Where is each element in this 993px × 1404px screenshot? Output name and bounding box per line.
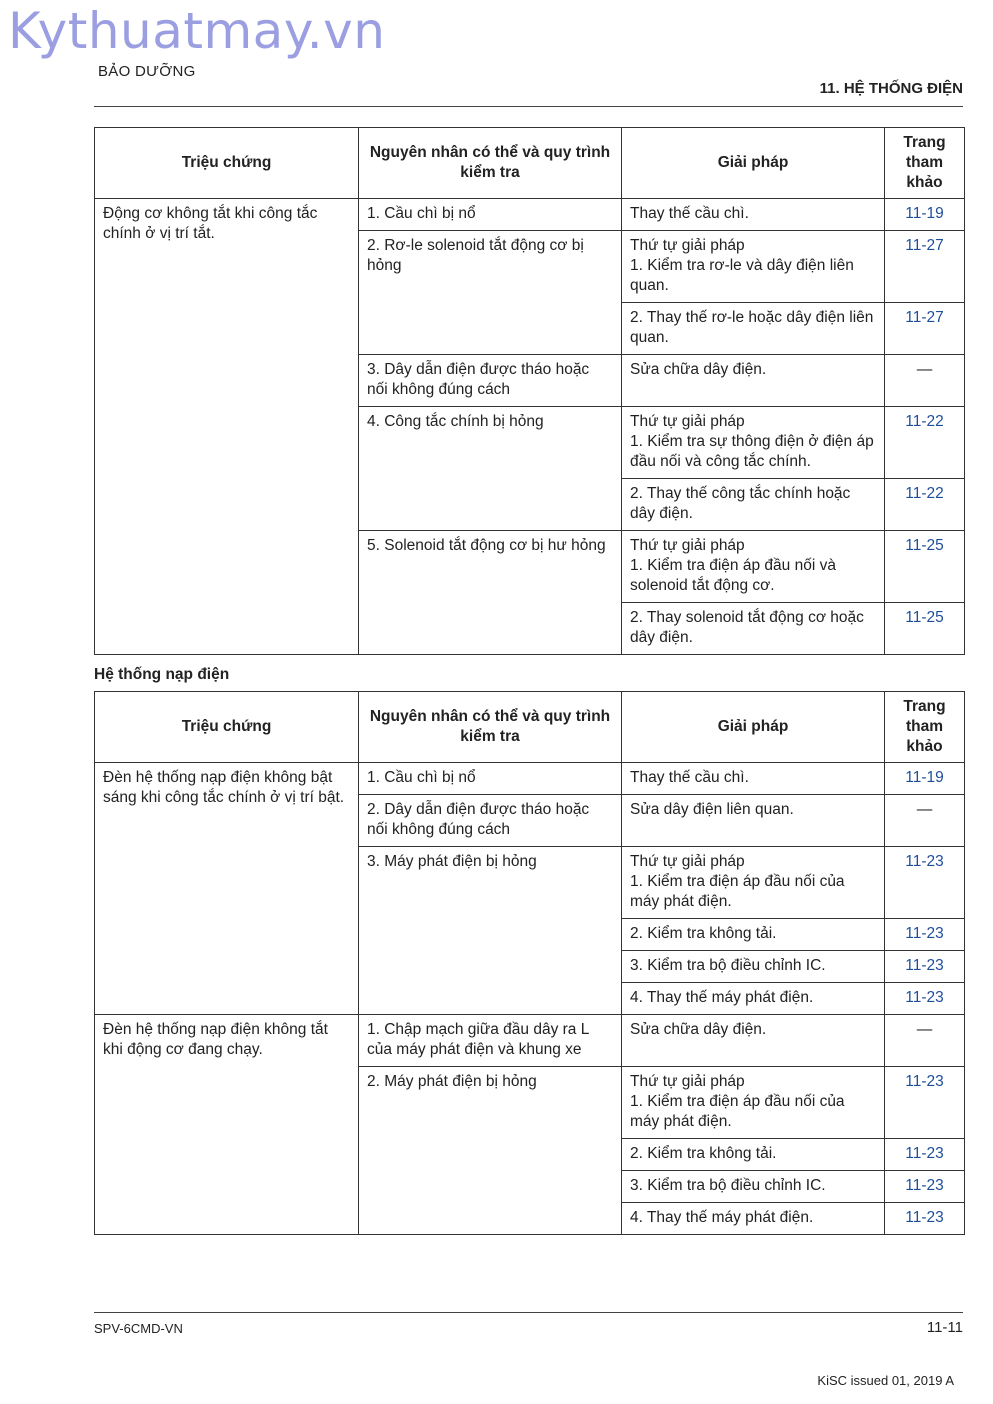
watermark-logo: Kythuatmay.vn: [8, 2, 386, 60]
column-header-solution: Giải pháp: [622, 692, 885, 763]
header-section-label: BẢO DƯỠNG: [98, 63, 196, 80]
page-ref-link[interactable]: 11-27: [885, 303, 965, 355]
page-ref-link[interactable]: 11-23: [885, 1171, 965, 1203]
cause-cell: 5. Solenoid tắt động cơ bị hư hỏng: [359, 531, 622, 655]
footer-doc-code: SPV-6CMD-VN: [94, 1321, 183, 1336]
solution-cell: 4. Thay thế máy phát điện.: [622, 983, 885, 1015]
solution-cell: Thay thế cầu chì.: [622, 763, 885, 795]
cause-cell: 2. Dây dẫn điện được tháo hoặc nối không đúng cách: [359, 795, 622, 847]
solution-cell: Thứ tự giải pháp 1. Kiểm tra điện áp đầu nối của máy phát điện.: [622, 1067, 885, 1139]
solution-cell: 2. Thay solenoid tắt động cơ hoặc dây điện.: [622, 603, 885, 655]
page-ref-none: —: [885, 355, 965, 407]
solution-cell: Thứ tự giải pháp 1. Kiểm tra sự thông điện ở điện áp đầu nối và công tắc chính.: [622, 407, 885, 479]
page-ref-none: —: [885, 795, 965, 847]
page-ref-link[interactable]: 11-23: [885, 847, 965, 919]
symptom-cell: Động cơ không tắt khi công tắc chính ở vị trí tắt.: [95, 199, 359, 655]
page-ref-link[interactable]: 11-23: [885, 1067, 965, 1139]
troubleshooting-table-engine-stop: [94, 127, 965, 655]
cause-cell: 1. Cầu chì bị nổ: [359, 763, 622, 795]
column-header-cause: Nguyên nhân có thể và quy trình kiểm tra: [359, 692, 622, 763]
table-row: [95, 199, 965, 231]
table-row: [95, 763, 965, 795]
column-header-symptom: Triệu chứng: [95, 692, 359, 763]
cause-cell: 3. Máy phát điện bị hỏng: [359, 847, 622, 1015]
solution-cell: 2. Thay thế công tắc chính hoặc dây điện.: [622, 479, 885, 531]
cause-cell: 1. Cầu chì bị nổ: [359, 199, 622, 231]
page-ref-link[interactable]: 11-23: [885, 983, 965, 1015]
cause-cell: 3. Dây dẫn điện được tháo hoặc nối không đúng cách: [359, 355, 622, 407]
symptom-cell: Đèn hệ thống nạp điện không tắt khi động cơ đang chạy.: [95, 1015, 359, 1235]
solution-cell: 2. Thay thế rơ-le hoặc dây điện liên quan.: [622, 303, 885, 355]
solution-cell: Sửa dây điện liên quan.: [622, 795, 885, 847]
page-ref-link[interactable]: 11-23: [885, 1203, 965, 1235]
page-ref-link[interactable]: 11-22: [885, 479, 965, 531]
solution-cell: Sửa chữa dây điện.: [622, 355, 885, 407]
table-header-row: [95, 692, 965, 763]
solution-cell: Thứ tự giải pháp 1. Kiểm tra điện áp đầu nối của máy phát điện.: [622, 847, 885, 919]
table-row: [95, 1015, 965, 1067]
column-header-symptom: Triệu chứng: [95, 128, 359, 199]
cause-cell: 4. Công tắc chính bị hỏng: [359, 407, 622, 531]
column-header-cause: Nguyên nhân có thể và quy trình kiểm tra: [359, 128, 622, 199]
cause-cell: 2. Rơ-le solenoid tắt động cơ bị hỏng: [359, 231, 622, 355]
section-title-charging-system: Hệ thống nạp điện: [94, 666, 230, 683]
page-ref-link[interactable]: 11-23: [885, 1139, 965, 1171]
page-ref-link[interactable]: 11-25: [885, 603, 965, 655]
cause-cell: 1. Chập mạch giữa đầu dây ra L của máy phát điện và khung xe: [359, 1015, 622, 1067]
column-header-ref: Trang tham khảo: [885, 692, 965, 763]
footer-page-number: 11-11: [926, 1319, 963, 1336]
solution-cell: 4. Thay thế máy phát điện.: [622, 1203, 885, 1235]
table-header-row: [95, 128, 965, 199]
page-ref-link[interactable]: 11-25: [885, 531, 965, 603]
troubleshooting-table-charging: [94, 691, 965, 1235]
page-ref-link[interactable]: 11-19: [885, 199, 965, 231]
footer-divider: [94, 1312, 963, 1313]
solution-cell: Thứ tự giải pháp 1. Kiểm tra điện áp đầu nối và solenoid tắt động cơ.: [622, 531, 885, 603]
page-ref-link[interactable]: 11-23: [885, 919, 965, 951]
symptom-cell: Đèn hệ thống nạp điện không bật sáng khi công tắc chính ở vị trí bật.: [95, 763, 359, 1015]
page-ref-link[interactable]: 11-23: [885, 951, 965, 983]
page-ref-link[interactable]: 11-22: [885, 407, 965, 479]
header-chapter-title: 11. HỆ THỐNG ĐIỆN: [819, 80, 963, 97]
solution-cell: Thứ tự giải pháp 1. Kiểm tra rơ-le và dây điện liên quan.: [622, 231, 885, 303]
footer-issue-info: KiSC issued 01, 2019 A: [817, 1373, 954, 1388]
page-ref-link[interactable]: 11-27: [885, 231, 965, 303]
solution-cell: 2. Kiểm tra không tải.: [622, 1139, 885, 1171]
column-header-solution: Giải pháp: [622, 128, 885, 199]
solution-cell: 2. Kiểm tra không tải.: [622, 919, 885, 951]
solution-cell: 3. Kiểm tra bộ điều chỉnh IC.: [622, 951, 885, 983]
column-header-ref: Trang tham khảo: [885, 128, 965, 199]
page-ref-link[interactable]: 11-19: [885, 763, 965, 795]
solution-cell: 3. Kiểm tra bộ điều chỉnh IC.: [622, 1171, 885, 1203]
solution-cell: Thay thế cầu chì.: [622, 199, 885, 231]
solution-cell: Sửa chữa dây điện.: [622, 1015, 885, 1067]
page-ref-none: —: [885, 1015, 965, 1067]
cause-cell: 2. Máy phát điện bị hỏng: [359, 1067, 622, 1235]
header-divider: [94, 106, 963, 107]
